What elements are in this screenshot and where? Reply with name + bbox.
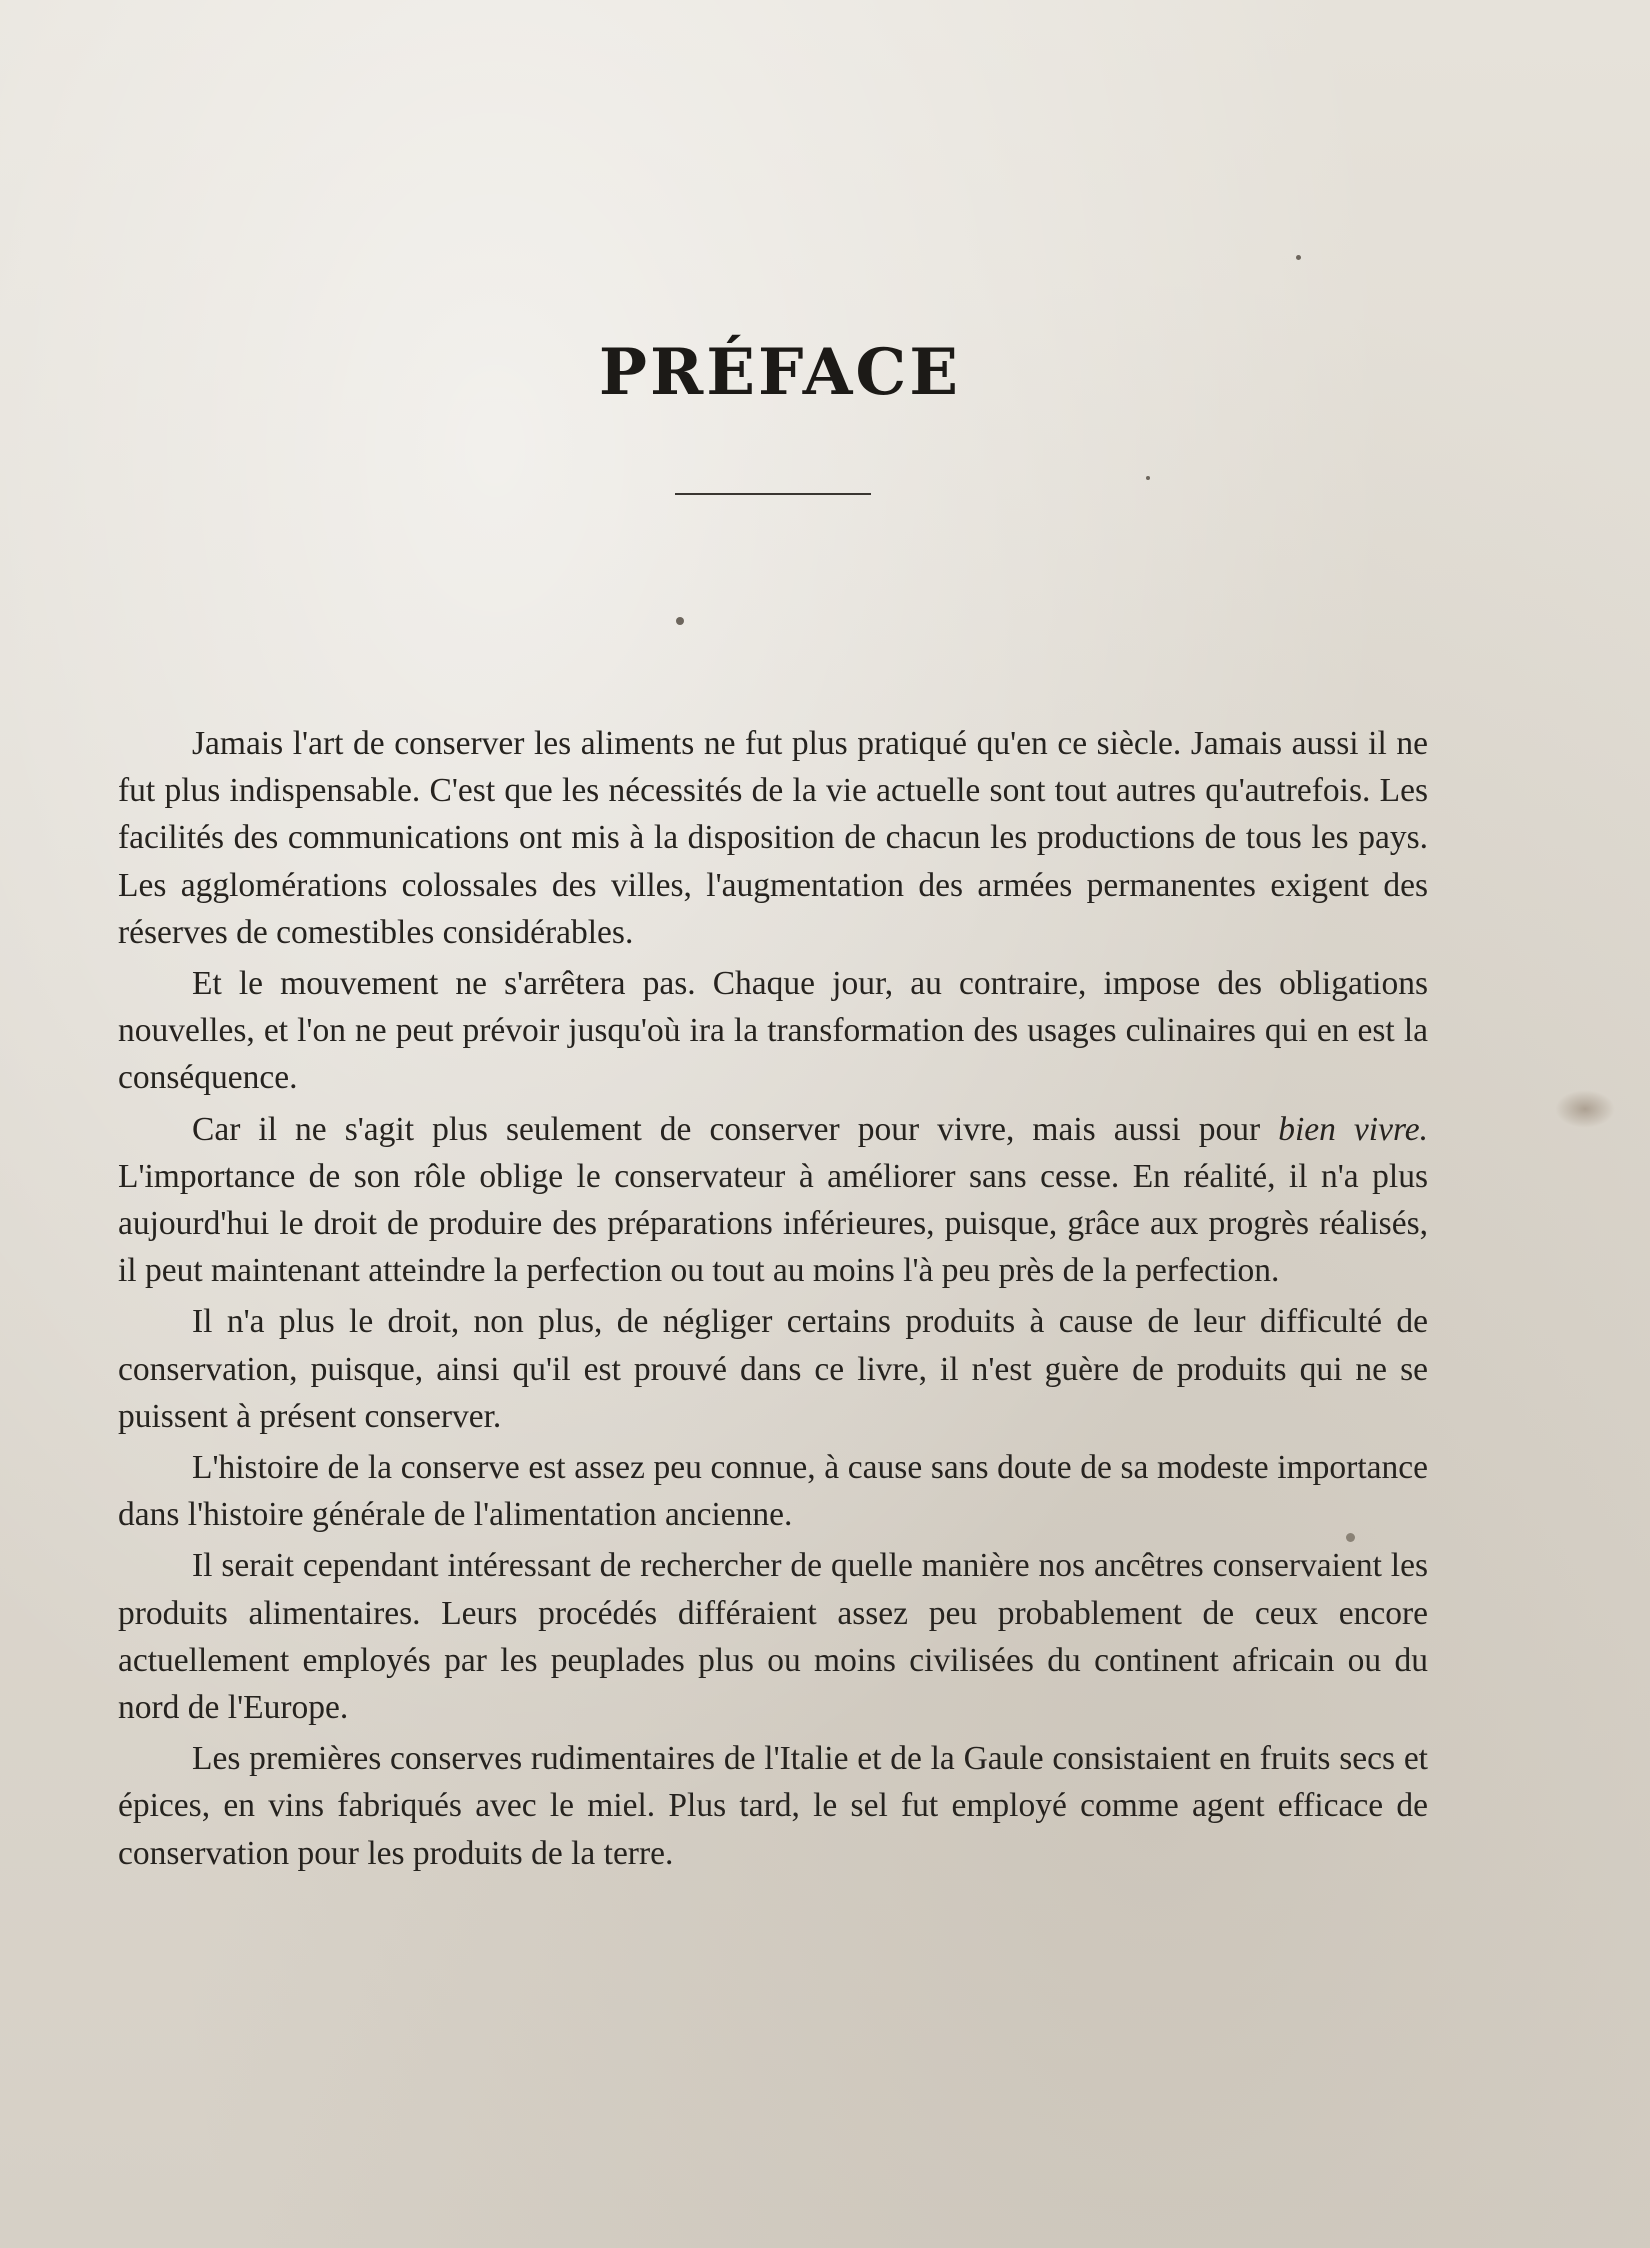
paragraph: Jamais l'art de conserver les aliments ne fut plus pratiqué qu'en ce siècle. Jamais aussi il ne fut plus indispensable. C'est que les nécessités de la vie actuelle sont tout autres qu'autrefois. Les facilités des communications ont mis à la disposition de chacun les productions de tous les pays. Les agglomérations colossales des villes, l'augmentation des armées permanentes exigent des réserves de comestibles considérables. xyxy=(118,725,1428,951)
ink-speck xyxy=(1146,476,1150,480)
paragraph-text: Car il ne s'agit plus seulement de conserver pour vivre, mais aussi pour xyxy=(192,1110,1279,1148)
paragraph: Il n'a plus le droit, non plus, de négliger certains produits à cause de leur difficulté de conservation, puisque, ainsi qu'il est prouvé dans ce livre, il n'est guère de produits qui ne se puissent à présent conserver. xyxy=(118,1303,1428,1435)
paragraph-text: L'importance de son rôle oblige le conservateur à améliorer sans cesse. En réalité, il n'a plus aujourd'hui le droit de produire des préparations inférieures, puisque, grâce aux progrès réalisés, il peut maintenant atteindre la perfection ou tout au moins l'à peu près de la perfection. xyxy=(118,1157,1428,1290)
ink-speck xyxy=(1296,255,1301,260)
paragraph: Et le mouvement ne s'arrêtera pas. Chaque jour, au contraire, impose des obligations nouvelles, et l'on ne peut prévoir jusqu'où ira la transformation des usages culinaires qui en est la conséquence. xyxy=(118,965,1428,1097)
page-title: PRÉFACE xyxy=(598,334,962,410)
preface-body xyxy=(118,720,1428,1881)
paper-stain xyxy=(1555,1090,1615,1128)
italic-phrase: bien vivre. xyxy=(1278,1110,1429,1148)
paragraph: Les premières conserves rudimentaires de l'Italie et de la Gaule consistaient en fruits secs et épices, en vins fabriqués avec le miel. Plus tard, le sel fut employé comme agent efficace de conservation pour les produits de la terre. xyxy=(118,1740,1428,1872)
paragraph: L'histoire de la conserve est assez peu connue, à cause sans doute de sa modeste importance dans l'histoire générale de l'alimentation ancienne. xyxy=(118,1449,1428,1534)
paragraph xyxy=(118,1106,1428,1295)
ink-speck xyxy=(676,617,684,625)
paragraph: Il serait cependant intéressant de rechercher de quelle manière nos ancêtres conservaient les produits alimentaires. Leurs procédés différaient assez peu probablement de ceux encore actuellement employés par les peuplades plus ou moins civilisées du continent africain ou du nord de l'Europe. xyxy=(118,1547,1428,1727)
title-divider xyxy=(675,493,871,495)
